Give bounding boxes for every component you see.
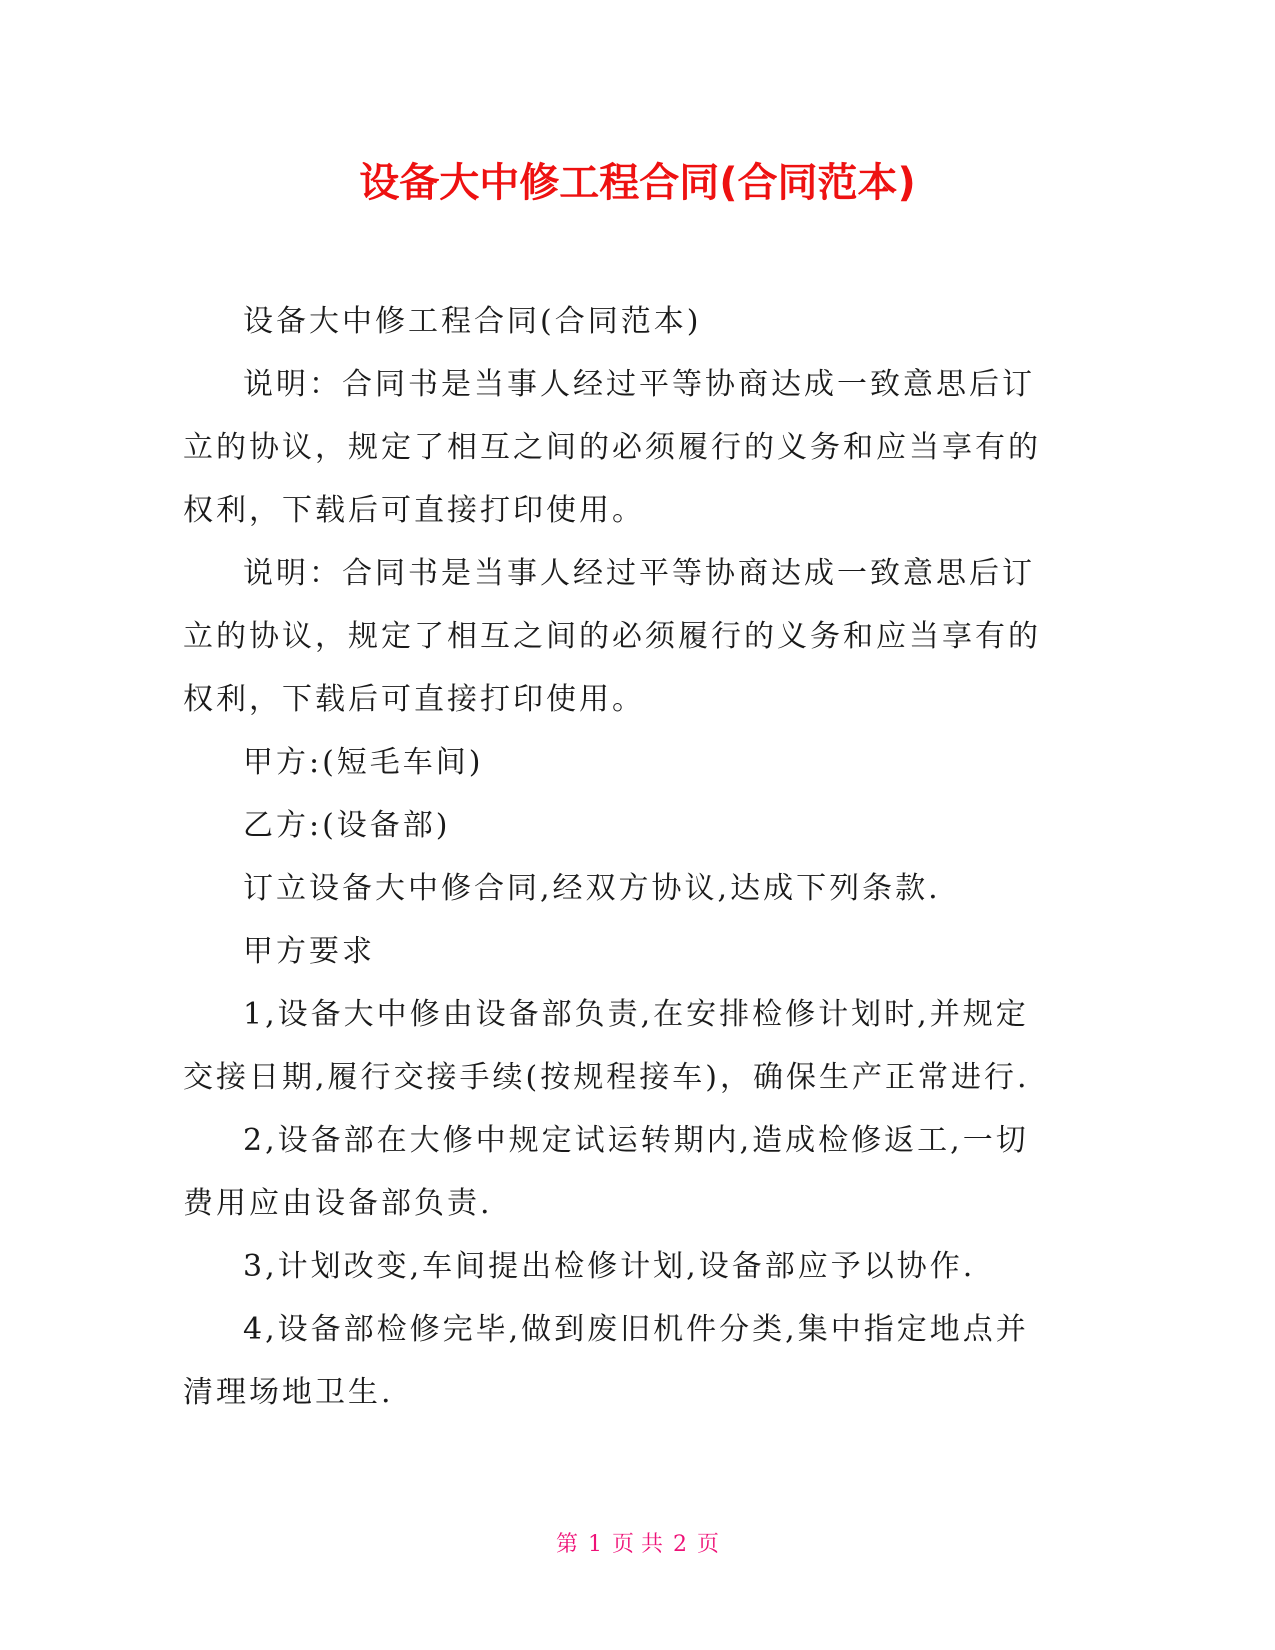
document-title: 设备大中修工程合同(合同范本) [359, 160, 916, 206]
paragraph-party-a: 甲方:(短毛车间) [243, 745, 484, 780]
footer-page-number: 1 [588, 1532, 602, 1557]
page-footer [0, 1530, 1275, 1560]
paragraph-party-b: 乙方:(设备部) [243, 808, 451, 843]
footer-page-total: 2 [673, 1532, 687, 1557]
footer-page-prefix: 第 [555, 1532, 578, 1557]
clause-4: 4,设备部检修完毕,做到废旧机件分类,集中指定地点并清理场地卫生. [183, 1312, 1029, 1410]
footer-page-suffix: 页 [697, 1532, 720, 1557]
clause-1: 1,设备大中修由设备部负责,在安排检修计划时,并规定交接日期,履行交接手续(按规程接车)，确保生产正常进行. [183, 997, 1030, 1095]
paragraph-description-2: 说明：合同书是当事人经过平等协商达成一致意思后订立的协议，规定了相互之间的必须履行的义务和应当享有的权利，下载后可直接打印使用。 [183, 556, 1041, 717]
paragraph-description-1: 说明：合同书是当事人经过平等协商达成一致意思后订立的协议，规定了相互之间的必须履行的义务和应当享有的权利，下载后可直接打印使用。 [183, 367, 1041, 528]
clause-3: 3,计划改变,车间提出检修计划,设备部应予以协作. [243, 1249, 976, 1284]
clause-2: 2,设备部在大修中规定试运转期内,造成检修返工,一切费用应由设备部负责. [183, 1123, 1029, 1221]
paragraph-agreement: 订立设备大中修合同,经双方协议,达成下列条款. [243, 871, 941, 906]
paragraph-heading: 设备大中修工程合同(合同范本) [243, 304, 702, 339]
paragraph-party-a-requirements: 甲方要求 [243, 934, 375, 969]
document-body [183, 290, 1043, 1424]
footer-page-middle: 页 共 [612, 1532, 663, 1557]
